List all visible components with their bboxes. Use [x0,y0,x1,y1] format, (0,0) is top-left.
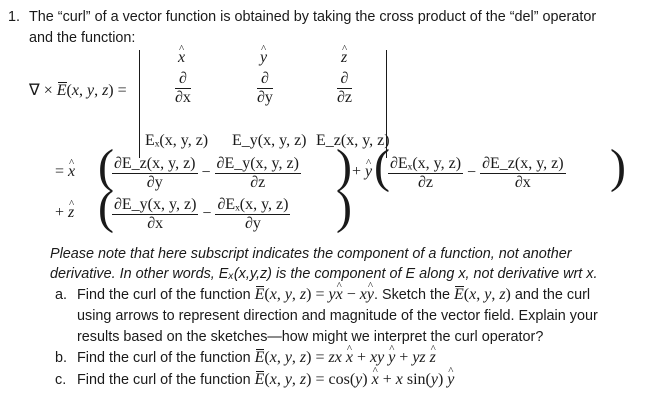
curl-lhs: ∇ × E(x, y, z) = [29,82,127,99]
paren-open-2: ( [374,140,390,193]
part-c-line-1: Find the curl of the function E(x, y, z) = cos(y) ^ x + x sin(y) ^ y [77,371,454,389]
unit-z-hat: ^ z [341,49,347,67]
part-a-line-1: Find the curl of the function E(x, y, z) = y^ x − x^ y. Sketch the E(x, y, z) and the curl [77,286,590,304]
term3: $\frac{\partial E\_y(x, y, z)}{\partial x}$ − $\frac{\text{∂Eₓ(x, y, z)}}{\partial y}$ [114,196,289,232]
problem-number: 1. [8,9,21,25]
part-c-label: c. [55,372,67,388]
part-b-label: b. [55,350,68,366]
partial-x: $\frac{\partial}{\partial x}$ [175,70,191,106]
paren-close-3: ) [336,181,352,234]
term2: $\frac{\text{∂Eₓ(x, y, z)}}{\partial z}$ − $\frac{\partial E\_z(x, y, z)}{\partial x}$ [390,155,564,191]
partial-z: $\frac{\partial}{\partial z}$ [337,70,353,106]
paren-close-1: ) [336,140,352,193]
component-Ey: E_y(x, y, z) [232,132,307,149]
plus-z: + ^ z [55,204,74,222]
plus-y: + ^ y [352,163,372,181]
part-b-line-1: Find the curl of the function E(x, y, z) = zx ^ x + xy ^ y + yz ^ z [77,349,436,367]
determinant-left-bar [139,50,140,158]
component-Ez: E_z(x, y, z) [316,132,390,149]
paren-close-2: ) [610,140,626,193]
unit-x-hat: ^ x [178,49,185,67]
intro-line-1: The “curl” of a vector function is obtained by taking the cross product of the “del” operator [29,9,597,25]
component-Ex: Eₓ(x, y, z) [145,132,209,149]
partial-y: $\frac{\partial}{\partial y}$ [257,70,273,106]
expansion-equals-x: = ^ x [55,163,75,181]
paren-open-3: ( [98,181,114,234]
note-line-1: Please note that here subscript indicates the component of a function, not another [50,246,572,262]
intro-line-2: and the function: [29,30,136,46]
term1: $\frac{\partial E\_z(x, y, z)}{\partial y}$ − $\frac{\partial E\_y(x, y, z)}{\partial z}$ [114,155,299,191]
part-a-line-3: results based on the sketches—how might we interpret the curl operator? [77,329,544,345]
part-a-label: a. [55,287,68,303]
part-a-line-2: using arrows to represent direction and magnitude of the vector field. Explain your [77,308,598,324]
paren-open-1: ( [98,140,114,193]
note-line-2: derivative. In other words, Eₓ(x,y,z) is the component of E along x, not derivative wrt x. [50,266,598,282]
unit-y-hat: ^ y [260,49,267,67]
